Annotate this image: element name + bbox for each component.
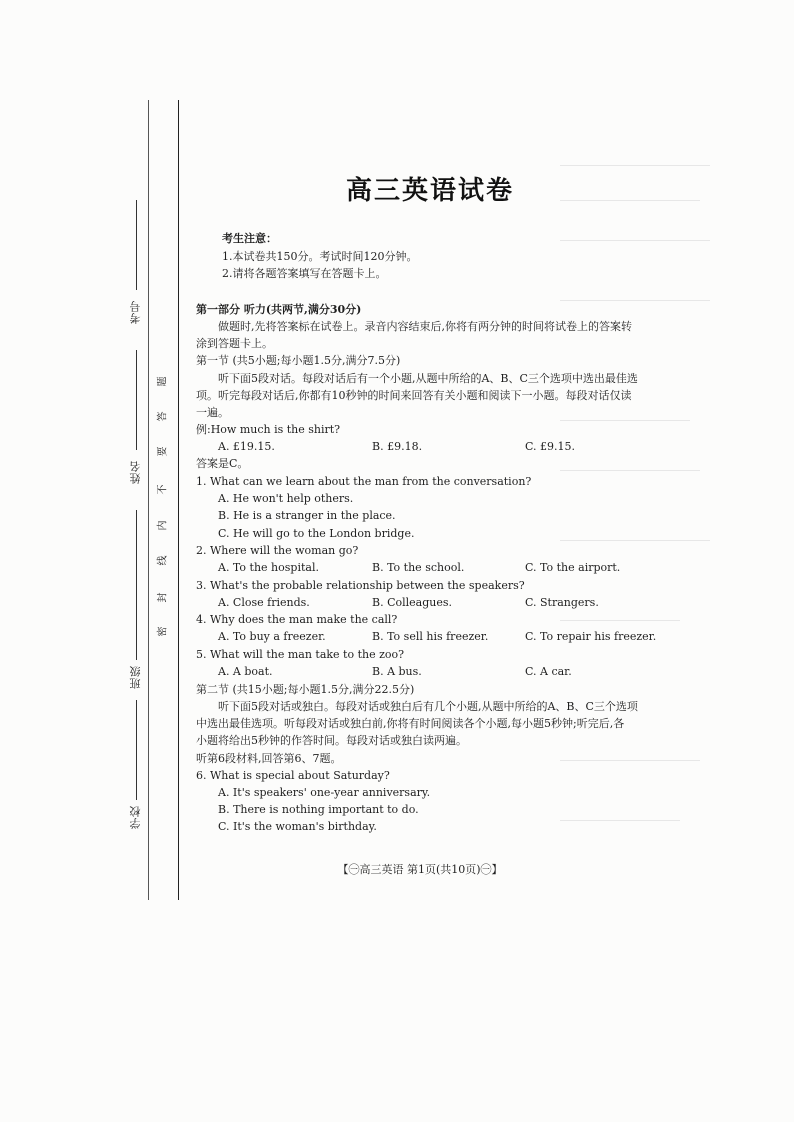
binding-border-line [178,100,179,900]
notice-item: 2.请将各题答案填写在答题卡上。 [222,267,387,280]
option-text: B. Colleagues. [372,596,452,609]
notice-heading: 考生注意： [222,232,277,245]
option-text: A. He won't help others. [218,492,354,505]
option-text: B. A bus. [372,665,422,678]
option-text: A. It's speakers' one-year anniversary. [218,786,431,799]
example-option: A. £19.15. [218,440,275,453]
option-text: C. A car. [525,665,572,678]
option-text: C. It's the woman's birthday. [218,820,377,833]
section1-intro: 一遍。 [196,406,229,419]
bleed-through-line [560,200,700,201]
example-answer: 答案是C。 [196,457,249,470]
option-text: A. To buy a freezer. [218,630,326,643]
material-instruction: 听第6段材料,回答第6、7题。 [196,752,342,765]
option-text: C. He will go to the London bridge. [218,527,415,540]
name-label: 姓名 [129,460,142,484]
class-label: 班级 [129,665,142,689]
part1-heading: 第一部分 听力(共两节,满分30分) [196,303,362,316]
question-text: 4. Why does the man make the call? [196,613,398,626]
seal-char: 要 [157,446,169,457]
seal-char: 不 [157,484,169,495]
seal-char: 密 [157,626,169,637]
option-text: B. There is nothing important to do. [218,803,419,816]
seal-char: 封 [157,592,169,603]
school-label: 学校 [129,805,142,829]
example-option: C. £9.15. [525,440,576,453]
bleed-through-line [560,540,710,541]
question-text: 2. Where will the woman go? [196,544,359,557]
bleed-through-line [560,620,680,621]
bleed-through-line [560,470,700,471]
section1-intro: 项。听完每段对话后,你都有10秒钟的时间来回答有关小题和阅读下一小题。每段对话仅读 [196,389,632,402]
bleed-through-line [560,820,680,821]
option-text: C. To repair his freezer. [525,630,657,643]
option-text: A. To the hospital. [218,561,319,574]
option-text: A. Close friends. [218,596,310,609]
seal-char: 内 [157,520,169,531]
question-text: 1. What can we learn about the man from the conversation? [196,475,532,488]
option-text: A. A boat. [218,665,273,678]
exam-no-label: 考号 [129,300,142,324]
page-footer: 【㊀高三英语 第1页(共10页)㊀】 [337,863,503,876]
exam-no-underline [136,200,137,290]
option-text: B. To the school. [372,561,465,574]
seal-char: 线 [157,555,169,566]
part1-intro: 做题时,先将答案标在试卷上。录音内容结束后,你将有两分钟的时间将试卷上的答案转 [218,320,632,333]
section2-intro: 听下面5段对话或独白。每段对话或独白后有几个小题,从题中所给的A、B、C三个选项 [218,700,638,713]
bleed-through-line [560,240,710,241]
section2-intro: 小题将给出5秒钟的作答时间。每段对话或独白读两遍。 [196,734,467,747]
part1-intro: 涂到答题卡上。 [196,337,273,350]
seal-char: 题 [157,376,169,387]
notice-item: 1.本试卷共150分。考试时间120分钟。 [222,250,418,263]
section2-heading: 第二节 (共15小题;每小题1.5分,满分22.5分) [196,683,415,696]
binding-inner-line [148,100,149,900]
option-text: B. To sell his freezer. [372,630,489,643]
question-text: 5. What will the man take to the zoo? [196,648,405,661]
question-text: 6. What is special about Saturday? [196,769,390,782]
bleed-through-line [560,420,690,421]
school-underline [136,700,137,800]
question-text: 3. What's the probable relationship between the speakers? [196,579,525,592]
section1-heading: 第一节 (共5小题;每小题1.5分,满分7.5分) [196,354,401,367]
seal-char: 答 [157,411,169,422]
example-option: B. £9.18. [372,440,423,453]
section2-intro: 中选出最佳选项。听每段对话或独白前,你将有时间阅读各个小题,每小题5秒钟;听完后,各 [196,717,625,730]
example-question: 例:How much is the shirt? [196,423,341,436]
bleed-through-line [560,300,710,301]
section1-intro: 听下面5段对话。每段对话后有一个小题,从题中所给的A、B、C三个选项中选出最佳选 [218,372,638,385]
name-underline [136,350,137,450]
option-text: B. He is a stranger in the place. [218,509,396,522]
page-title: 高三英语试卷 [345,176,514,206]
option-text: C. Strangers. [525,596,599,609]
class-underline [136,510,137,660]
bleed-through-line [560,165,710,166]
option-text: C. To the airport. [525,561,621,574]
bleed-through-line [560,760,700,761]
